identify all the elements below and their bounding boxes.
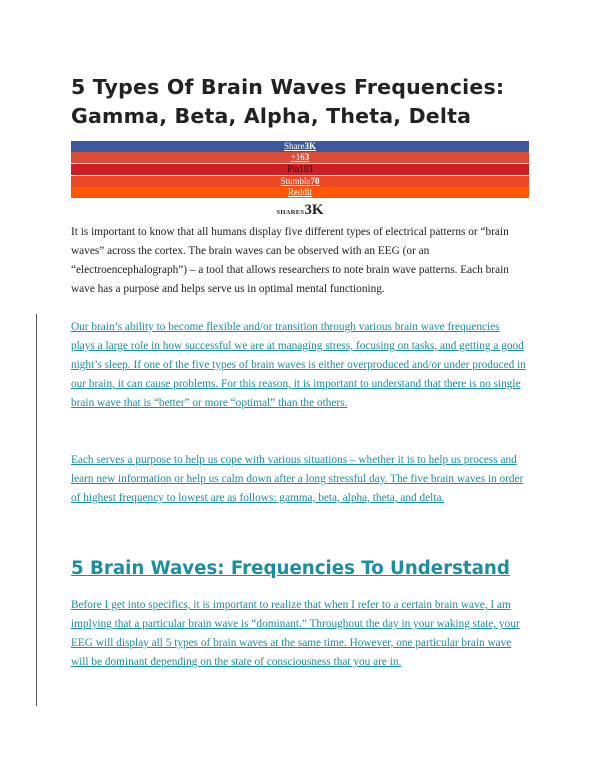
googleplus-share-count: 63 — [300, 152, 310, 162]
reddit-share-button[interactable] — [71, 187, 529, 198]
facebook-share-count: 3K — [304, 141, 316, 151]
stumbleupon-share-label: Stumble — [280, 176, 311, 186]
section-heading-link[interactable]: 5 Brain Waves: Frequencies To Understand — [71, 558, 510, 579]
reddit-share-label: Reddit — [288, 187, 312, 197]
googleplus-share-label: +1 — [290, 152, 301, 162]
shares-total — [71, 201, 529, 219]
article-title: 5 Types Of Brain Waves Frequencies: Gamma, Beta, Alpha, Theta, Delta — [71, 75, 505, 128]
intro-paragraph: It is important to know that all humans display five different types of electrical patterns or “brain waves” across the cortex. The brain waves can be observed with an EEG (or an “electroencephalograph”) – a tool that allows researchers to note brain wave patterns. Each brain wave has a purpose and helps serve us in optimal mental functioning. — [71, 226, 509, 295]
quote-divider — [36, 314, 37, 706]
linked-paragraph-flexibility[interactable]: Our brain’s ability to become flexible and/or transition through various brain wave frequencies plays a large role in how successful we are at managing stress, focusing on tasks, and getting a good night’s sleep. If one of the five types of brain waves is either overproduced and/or under produced in our brain, it can cause problems. For this reason, it is important to understand that there is no single brain wave that is “better” or more “optimal” than the others. — [71, 321, 526, 409]
linked-paragraph-purpose[interactable]: Each serves a purpose to help us cope with various situations – whether it is to help us process and learn new information or help us calm down after a long stressful day. The five brain waves in order of highest frequency to lowest are as follows: gamma, beta, alpha, theta, and delta. — [71, 454, 524, 504]
linked-paragraph-dominant[interactable]: Before I get into specifics, it is important to realize that when I refer to a certain brain wave, I am implying that a particular brain wave is “dominant.” Throughout the day in your waking state, your EEG will display all 5 types of brain waves at the same time. However, one particular brain wave will be dominant depending on the state of consciousness that you are in. — [71, 599, 520, 668]
shares-total-label: SHARES — [276, 209, 305, 216]
googleplus-share-button[interactable] — [71, 152, 529, 163]
stumbleupon-share-button[interactable] — [71, 176, 529, 187]
facebook-share-label: Share — [283, 141, 305, 151]
pinterest-share-count: 193 — [299, 164, 313, 174]
facebook-share-button[interactable] — [71, 141, 529, 152]
shares-total-count: 3K — [304, 202, 324, 218]
pinterest-share-button[interactable] — [71, 164, 529, 175]
stumbleupon-share-count: 70 — [310, 176, 320, 186]
pinterest-share-label: Pin — [287, 164, 300, 174]
